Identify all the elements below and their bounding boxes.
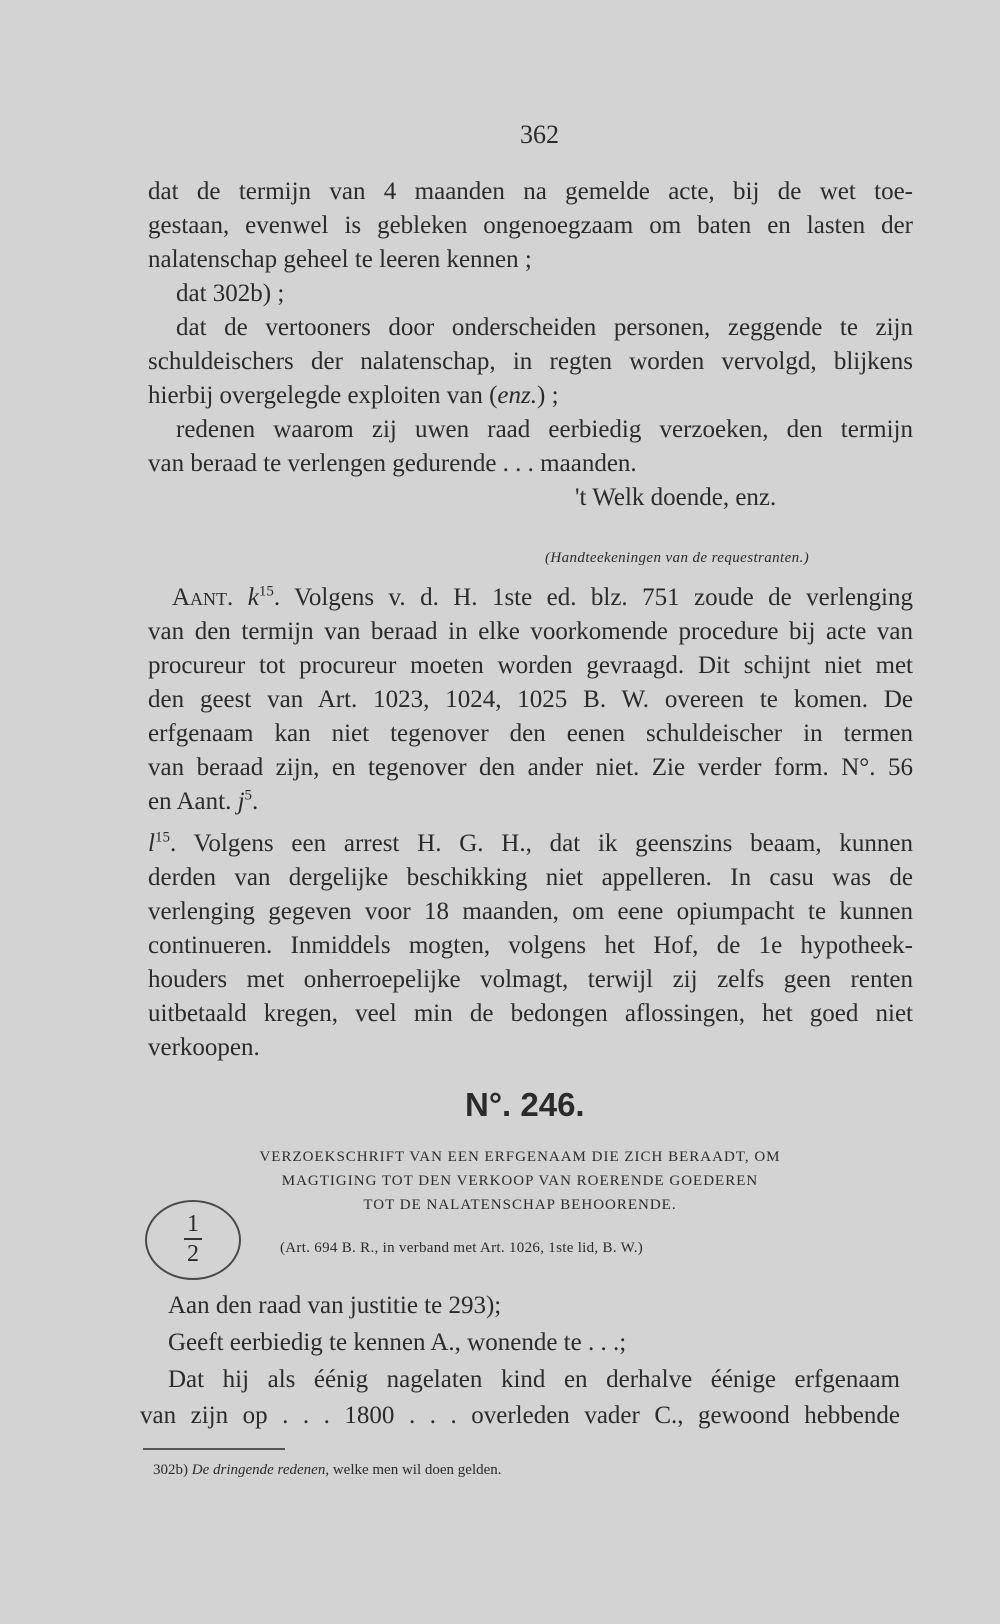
annotation-line (148, 786, 913, 818)
annotation-line: uitbetaald kregen, veel min de bedongen aflossingen, het goed niet (148, 1000, 913, 1027)
letter-line: van zijn op . . . 1800 . . . overleden vader C., gewoond hebbende (140, 1402, 900, 1429)
text-segment: en Aant. (148, 788, 238, 815)
text-segment: hierbij overgelegde exploiten van ( (148, 382, 498, 409)
text-segment: . (252, 788, 259, 815)
text-line: schuldeischers der nalatenschap, in regten worden vervolgd, blijkens (148, 348, 913, 375)
annotation-line: den geest van Art. 1023, 1024, 1025 B. W. overeen te komen. De (148, 686, 913, 713)
footnote (153, 1462, 502, 1479)
form-title-line: TOT DE NALATENSCHAP BEHOORENDE. (363, 1197, 677, 1213)
annotation-ref-sup: 5 (244, 787, 253, 804)
text-segment: enz. (497, 382, 537, 409)
annotation-line: procureur tot procureur moeten worden gevraagd. Dit schijnt niet met (148, 652, 913, 679)
form-title-line: VERZOEKSCHRIFT VAN EEN ERFGENAAM DIE ZICH BERAADT, OM (259, 1149, 781, 1165)
annotation-ref: l (148, 830, 155, 857)
annotation-line: verlenging gegeven voor 18 maanden, om eene opiumpacht te kunnen (148, 898, 913, 925)
annotation-ref: j (237, 788, 245, 815)
text-segment: . Volgens een arrest H. G. H., dat ik geenszins beaam, kunnen (169, 830, 913, 857)
closing-line: 't Welk doende, enz. (575, 484, 777, 511)
text-line: dat de termijn van 4 maanden na gemelde acte, bij de wet toe- (148, 178, 913, 205)
footnote-rule (143, 1448, 285, 1450)
annotation-label: Aant. (172, 584, 234, 611)
page-number: 362 (520, 120, 559, 149)
letter-line: Dat hij als éénig nagelaten kind en derhalve éénige erfgenaam (168, 1366, 900, 1393)
annotation-ref: k (247, 584, 259, 611)
stamp-numerator: 1 (187, 1211, 199, 1237)
text-segment: . Volgens v. d. H. 1ste ed. blz. 751 zoude de verlenging (273, 584, 913, 611)
text-line: van beraad te verlengen gedurende . . . maanden. (148, 450, 637, 477)
text-line: dat 302b) ; (176, 280, 285, 307)
text-segment: ) ; (537, 382, 559, 409)
footnote-text: welke men wil doen gelden. (329, 1462, 502, 1478)
stamp-denominator: 2 (187, 1241, 199, 1267)
annotation-line: verkoopen. (148, 1034, 260, 1061)
text-line (148, 380, 913, 412)
legal-reference: (Art. 694 B. R., in verband met Art. 1026, 1ste lid, B. W.) (280, 1240, 644, 1256)
annotation-ref-sup: 15 (258, 583, 274, 600)
form-number: N°. 246. (465, 1086, 585, 1123)
signature-note: (Handteekeningen van de requestranten.) (545, 550, 810, 566)
footnote-marker: 302b) (153, 1462, 188, 1478)
text-line: gestaan, evenwel is gebleken ongenoegzaam om baten en lasten der (148, 212, 913, 239)
footnote-emphasis: De dringende redenen, (191, 1462, 330, 1478)
annotation-line: erfgenaam kan niet tegenover den eenen schuldeischer in termen (148, 720, 913, 747)
annotation-line (172, 582, 913, 614)
annotation-line: houders met onherroepelijke volmagt, terwijl zij zelfs geen renten (148, 966, 913, 993)
text-line: dat de vertooners door onderscheiden personen, zeggende te zijn (176, 314, 913, 341)
annotation-ref-sup: 15 (154, 829, 170, 846)
annotation-line: derden van dergelijke beschikking niet appelleren. In casu was de (148, 864, 913, 891)
text-line: redenen waarom zij uwen raad eerbiedig verzoeken, den termijn (176, 416, 913, 443)
annotation-line (148, 828, 913, 860)
annotation-line: continueren. Inmiddels mogten, volgens het Hof, de 1e hypotheek- (148, 932, 913, 959)
annotation-line: van beraad zijn, en tegenover den ander niet. Zie verder form. N°. 56 (148, 754, 913, 781)
fraction-stamp (145, 1200, 241, 1280)
text-line: nalatenschap geheel te leeren kennen ; (148, 246, 532, 273)
letter-line: Geeft eerbiedig te kennen A., wonende te . . .; (168, 1329, 627, 1356)
letter-line: Aan den raad van justitie te 293); (168, 1292, 502, 1319)
annotation-line: van den termijn van beraad in elke voorkomende procedure bij acte van (148, 618, 913, 645)
form-title-line: MAGTIGING TOT DEN VERKOOP VAN ROERENDE GOEDEREN (281, 1173, 759, 1189)
